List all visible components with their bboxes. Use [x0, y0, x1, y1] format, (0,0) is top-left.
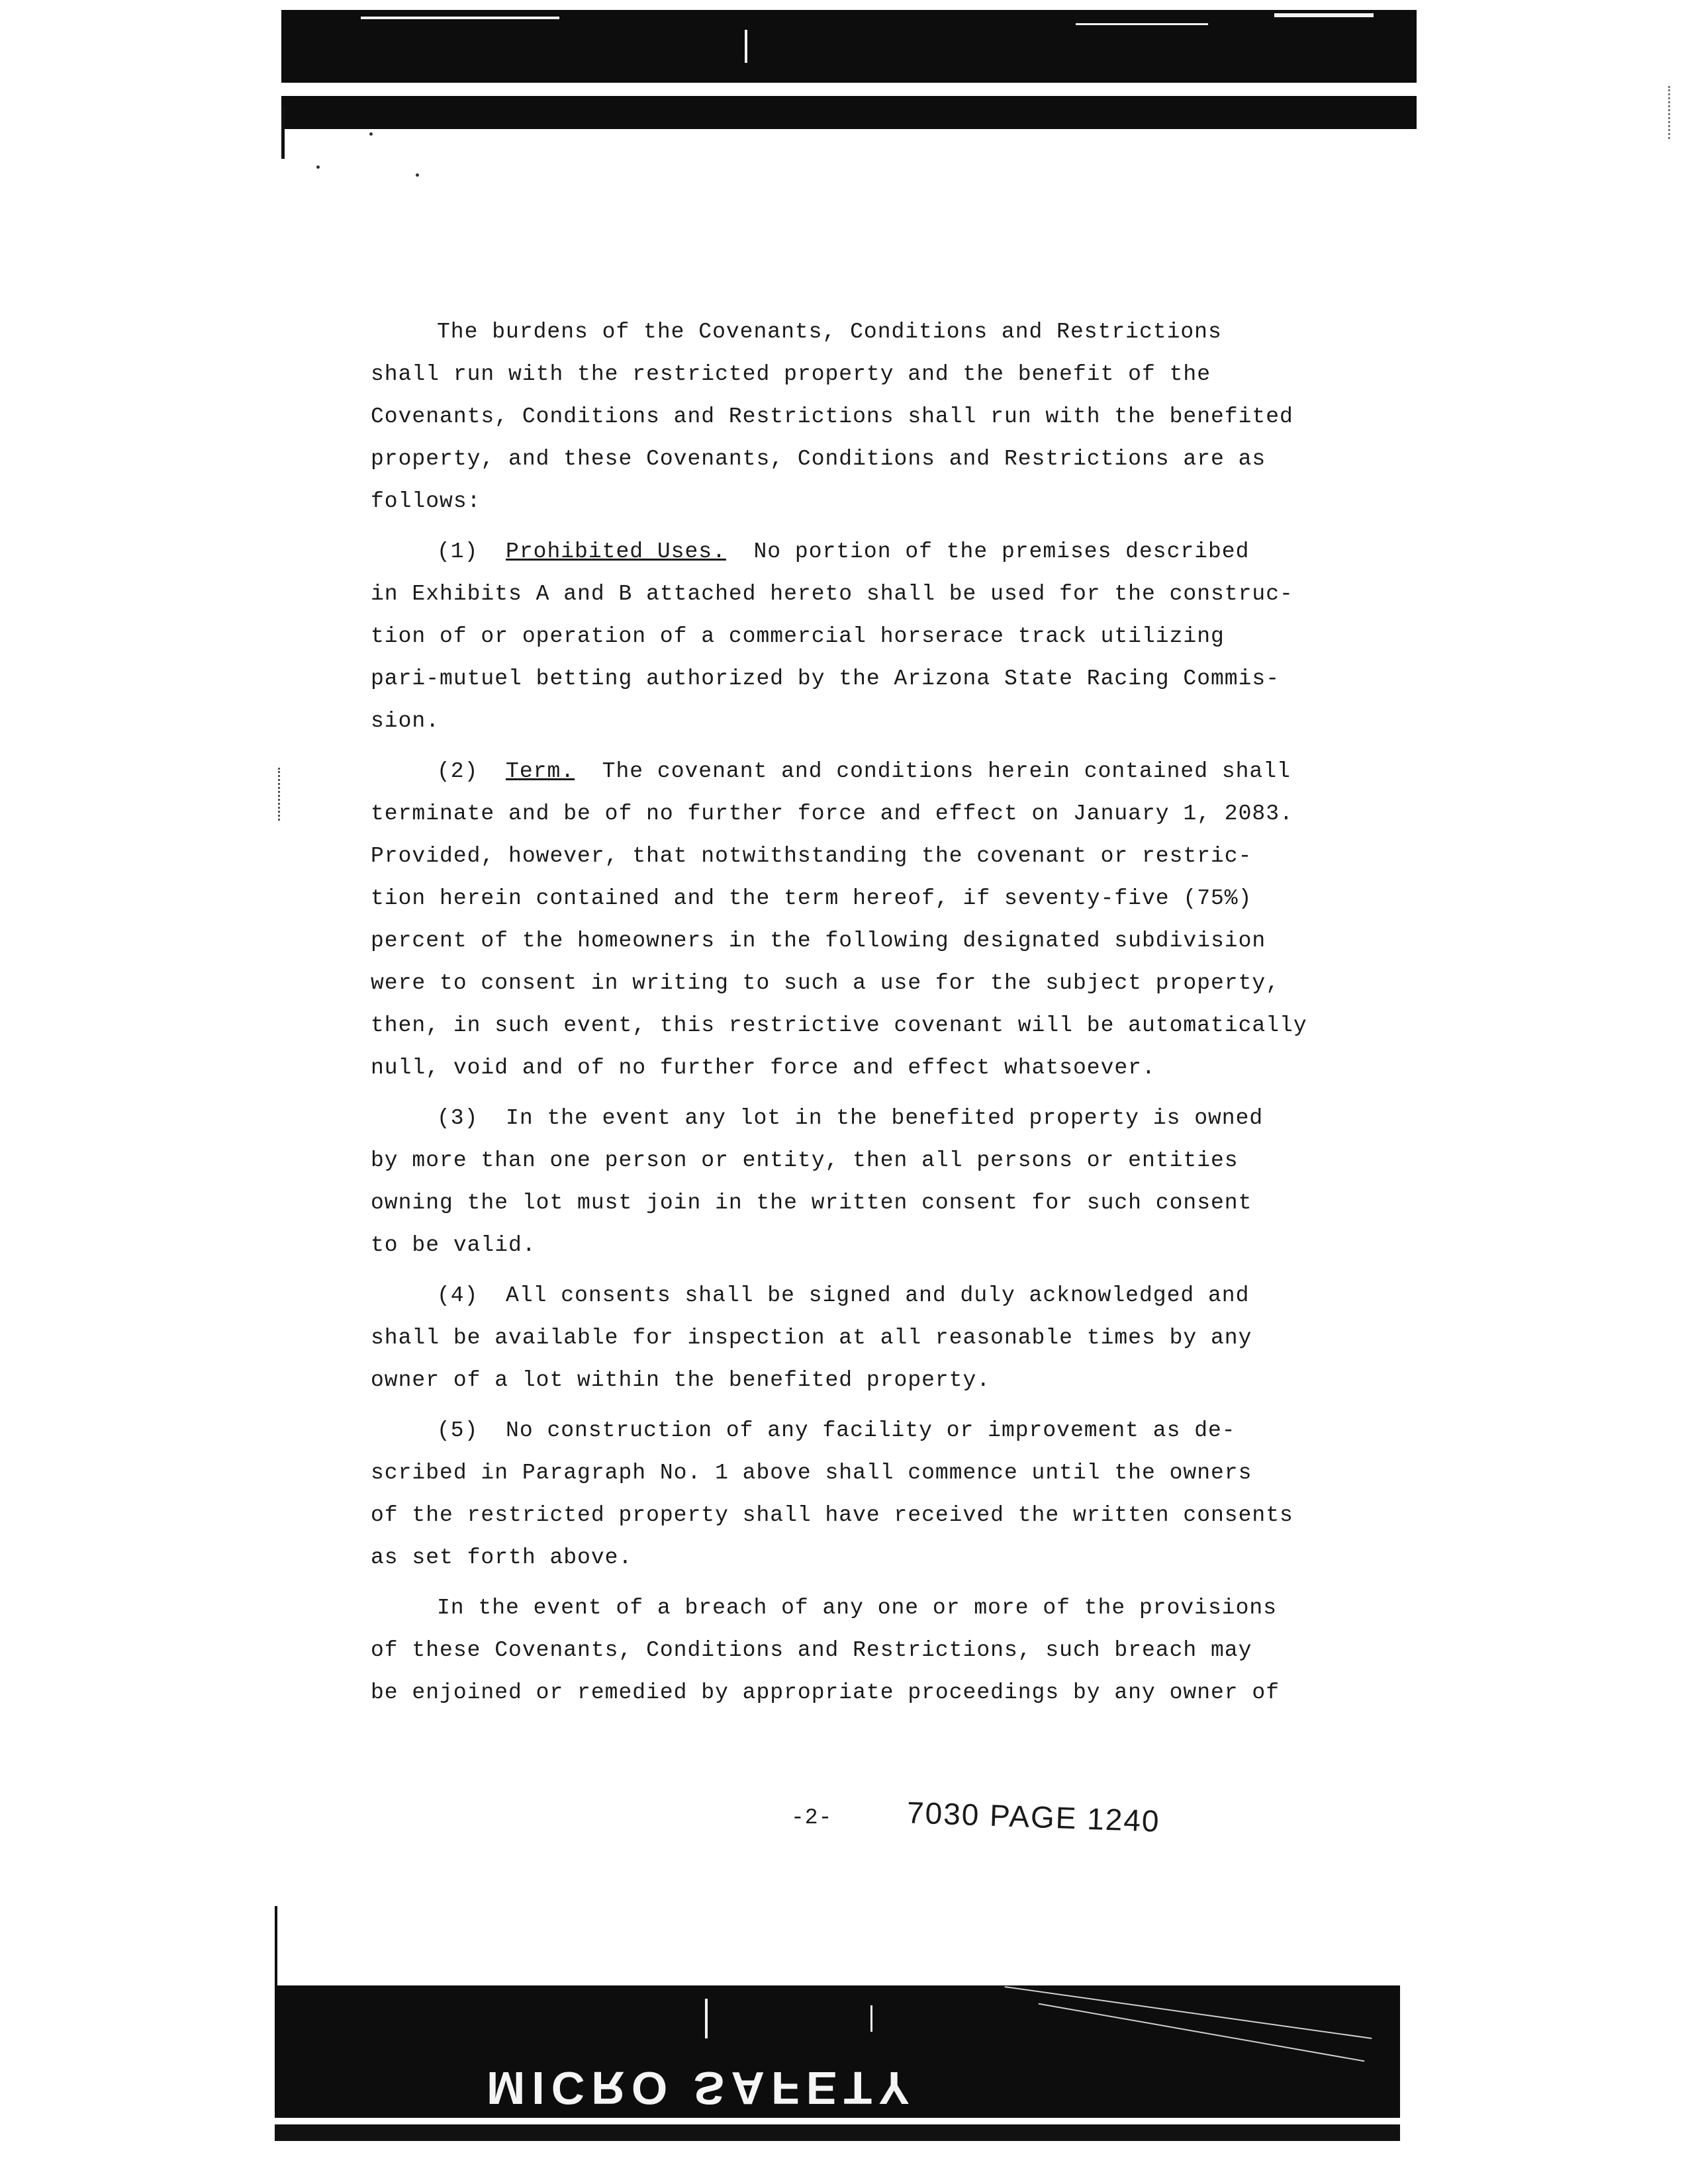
text-line: be enjoined or remedied by appropriate proceedings by any owner of: [371, 1680, 1280, 1705]
page-number: -2-: [791, 1805, 833, 1830]
text-line: shall be available for inspection at all reasonable times by any: [371, 1326, 1252, 1350]
text-line: scribed in Paragraph No. 1 above shall commence until the owners: [371, 1461, 1252, 1485]
text-line: shall run with the restricted property and the benefit of the: [371, 362, 1211, 387]
scan-streak: [1039, 2003, 1365, 2062]
paragraph-breach: [371, 1587, 1403, 1714]
text-line: Covenants, Conditions and Restrictions shall run with the benefited: [371, 404, 1293, 429]
text-line: by more than one person or entity, then all persons or entities: [371, 1148, 1239, 1173]
text-line: follows:: [371, 489, 481, 514]
text-line: property, and these Covenants, Conditions and Restrictions are as: [371, 447, 1266, 471]
paragraph-number: (1): [437, 539, 479, 564]
left-margin-rule-bottom: [275, 1906, 277, 1985]
text-line: of the restricted property shall have received the written consents: [371, 1503, 1293, 1527]
scan-speck: [316, 165, 320, 169]
document-body: [371, 311, 1403, 1722]
paragraph-term: [371, 751, 1403, 1089]
text-line: In the event of a breach of any one or more of the provisions: [437, 1596, 1277, 1620]
paragraph-number: (2): [437, 759, 479, 784]
paragraph-4: [371, 1275, 1403, 1402]
left-margin-rule: [281, 106, 285, 159]
bottom-scan-band: [275, 1985, 1400, 2118]
right-margin-dashes: [1668, 86, 1672, 139]
text-line: tion of or operation of a commercial horserace track utilizing: [371, 624, 1225, 649]
paragraph-5: [371, 1410, 1403, 1579]
scan-streak: [1005, 1986, 1372, 2039]
paragraph-3: [371, 1097, 1403, 1267]
scan-speck: [369, 132, 373, 136]
paragraph-number: (5): [437, 1418, 479, 1443]
top-scan-band-secondary: [281, 96, 1417, 129]
text-line: [371, 1097, 1403, 1140]
left-margin-dashes: [278, 768, 282, 821]
text-fragment: The covenant and conditions herein contained shall: [602, 759, 1291, 784]
paragraph-number: (3): [437, 1106, 479, 1130]
text-line: in Exhibits A and B attached hereto shall be used for the construc-: [371, 582, 1293, 606]
text-line: owning the lot must join in the written consent for such consent: [371, 1191, 1252, 1215]
microfilm-watermark: MICRO SAFETY: [487, 2062, 916, 2114]
intro-paragraph: [371, 311, 1403, 523]
text-line: were to consent in writing to such a use for the subject property,: [371, 971, 1280, 995]
text-line: [371, 1410, 1403, 1452]
text-line: then, in such event, this restrictive covenant will be automatically: [371, 1013, 1307, 1038]
text-fragment: All consents shall be signed and duly acknowledged and: [506, 1283, 1250, 1308]
text-line: pari-mutuel betting authorized by the Arizona State Racing Commis-: [371, 666, 1280, 691]
text-line: as set forth above.: [371, 1545, 633, 1570]
text-line: terminate and be of no further force and effect on January 1, 2083.: [371, 801, 1293, 826]
text-fragment: No construction of any facility or improvement as de-: [506, 1418, 1236, 1443]
text-line: to be valid.: [371, 1233, 536, 1257]
text-line: [371, 1275, 1403, 1317]
recording-book-page: 7030 PAGE 1240: [906, 1795, 1161, 1839]
text-line: percent of the homeowners in the following designated subdivision: [371, 929, 1266, 953]
text-fragment: No portion of the premises described: [753, 539, 1250, 564]
text-line: The burdens of the Covenants, Conditions and Restrictions: [437, 320, 1222, 344]
bottom-scan-band-secondary: [275, 2124, 1400, 2141]
text-line: sion.: [371, 709, 440, 733]
text-line: tion herein contained and the term hereof, if seventy-five (75%): [371, 886, 1252, 911]
text-line: [371, 751, 1403, 793]
text-line: owner of a lot within the benefited property.: [371, 1368, 991, 1392]
paragraph-heading: Prohibited Uses.: [506, 539, 726, 564]
text-line: Provided, however, that notwithstanding the covenant or restric-: [371, 844, 1252, 868]
text-fragment: In the event any lot in the benefited property is owned: [506, 1106, 1264, 1130]
scan-speck: [416, 173, 419, 177]
top-scan-band: [281, 10, 1417, 83]
paragraph-heading: Term.: [506, 759, 575, 784]
text-line: [371, 531, 1403, 573]
text-line: null, void and of no further force and effect whatsoever.: [371, 1056, 1156, 1080]
text-line: of these Covenants, Conditions and Restrictions, such breach may: [371, 1638, 1252, 1662]
paragraph-prohibited-uses: [371, 531, 1403, 743]
paragraph-number: (4): [437, 1283, 479, 1308]
